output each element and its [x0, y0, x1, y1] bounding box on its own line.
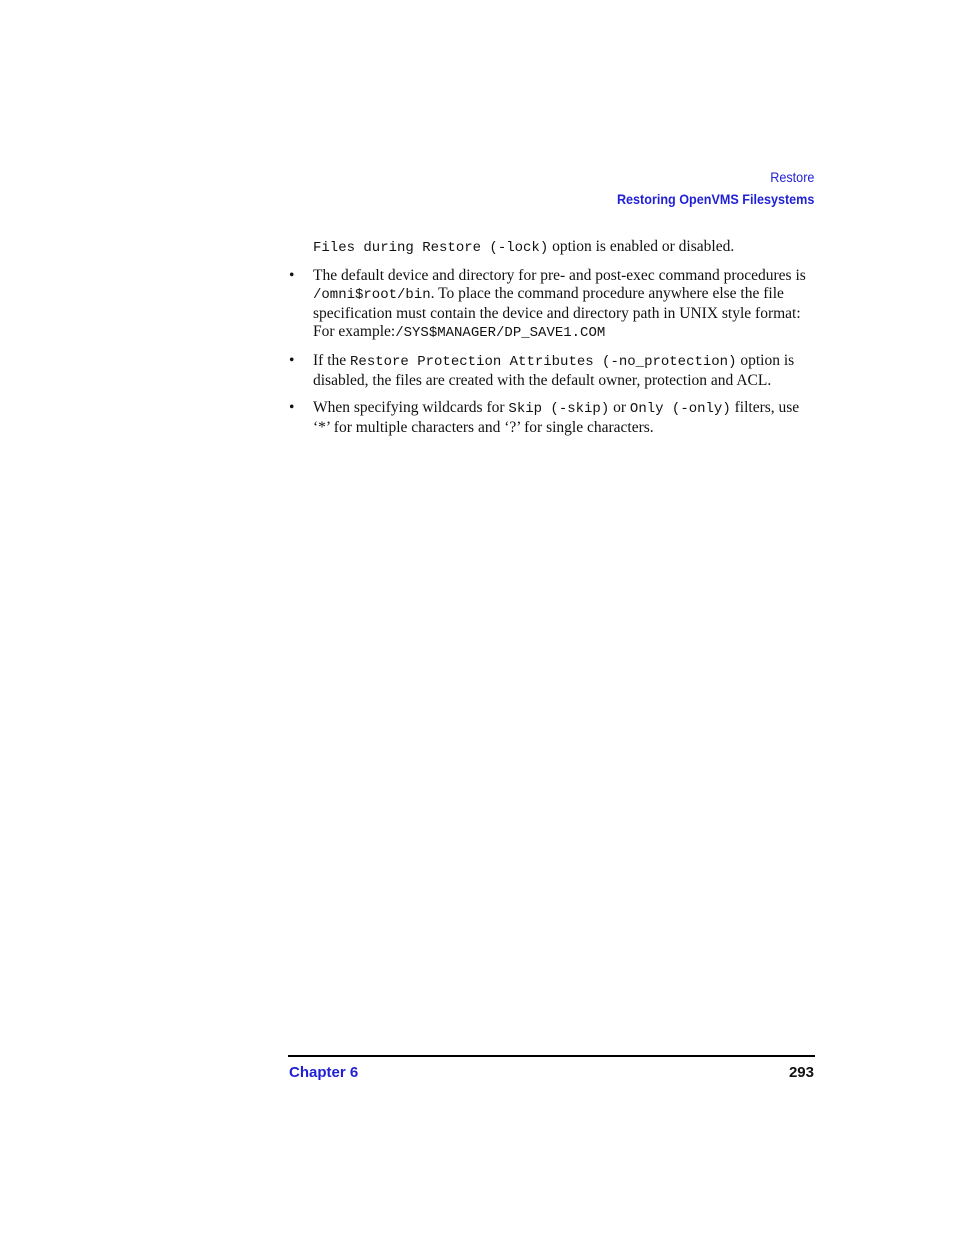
bullet-icon: • — [289, 266, 295, 284]
list-item-text: option is disabled, the files are created with the default owner, protection and ACL. — [313, 351, 795, 389]
footer-chapter-link[interactable]: Chapter 6 — [289, 1064, 359, 1081]
header-chapter-title[interactable]: Restore — [769, 169, 814, 185]
bullet-icon: • — [289, 399, 295, 417]
page-body — [289, 238, 819, 437]
page-number: 293 — [788, 1064, 814, 1081]
code-only-option: Only (-only) — [629, 401, 731, 418]
code-protection-option: Restore Protection Attributes (-no_protection) — [350, 353, 737, 370]
list-item — [289, 352, 819, 390]
continuation-text: option is enabled or disabled. — [548, 238, 735, 255]
list-item — [289, 399, 819, 437]
code-lock-option: Files during Restore (-lock) — [313, 240, 549, 256]
list-item-text: If the — [313, 351, 351, 369]
list-item-text: filters, use ‘*’ for multiple characters and ‘?’ for single characters. — [313, 399, 800, 436]
list-item-text: When specifying wildcards for — [313, 399, 509, 417]
code-skip-option: Skip (-skip) — [508, 401, 610, 418]
list-item-text: The default device and directory for pre- and post-exec command procedures is — [313, 266, 806, 284]
running-header — [617, 166, 814, 210]
continuation-paragraph — [313, 238, 819, 258]
list-item — [289, 267, 819, 343]
header-section-title[interactable]: Restoring OpenVMS Filesystems — [616, 191, 814, 207]
list-item-text: . To place the command procedure anywhere else the file specification must contain the device and directory path in UNIX style format: For example: — [313, 285, 801, 341]
code-default-directory: /omni$root/bin — [313, 287, 431, 304]
bullet-icon: • — [289, 351, 295, 369]
code-example-path: /SYS$MANAGER/DP_SAVE1.COM — [395, 325, 606, 342]
list-item-text: or — [609, 399, 630, 417]
footer-divider — [288, 1055, 815, 1057]
